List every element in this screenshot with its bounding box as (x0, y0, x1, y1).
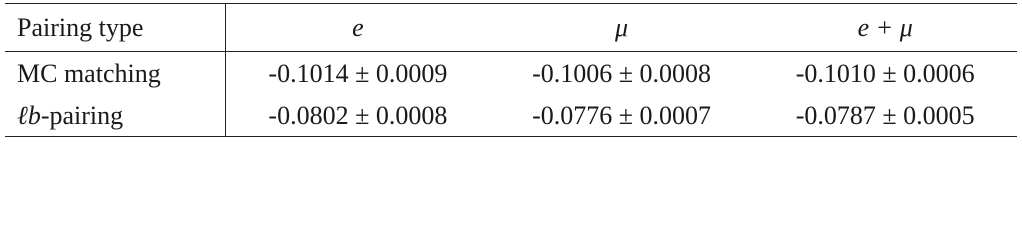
cell-electron: -0.0802 ± 0.0008 (226, 97, 490, 137)
row-label (5, 52, 226, 97)
header-electron-plus-muon: e + μ (753, 4, 1017, 52)
cell-electron-plus-muon: -0.0787 ± 0.0005 (753, 97, 1017, 137)
cell-muon: -0.1006 ± 0.0008 (532, 59, 712, 89)
table-row-mc-matching (5, 52, 1017, 97)
row-label (5, 97, 226, 137)
cell-muon: -0.0776 ± 0.0007 (490, 97, 754, 137)
header-pairing-type: Pairing type (5, 4, 226, 52)
row-label-text: -pairing (40, 101, 124, 131)
row-label-prefix: ℓb (17, 101, 41, 131)
cell-electron: -0.1014 ± 0.0009 (268, 59, 448, 89)
header-muon: μ (490, 4, 754, 52)
pairing-results-table (5, 3, 1017, 137)
cell-electron-plus-muon: -0.1010 ± 0.0006 (795, 59, 975, 89)
row-label-text: MC matching (17, 59, 161, 89)
table-header-row (5, 4, 1017, 52)
table-row-lb-pairing (5, 97, 1017, 137)
header-electron: e (226, 4, 490, 52)
